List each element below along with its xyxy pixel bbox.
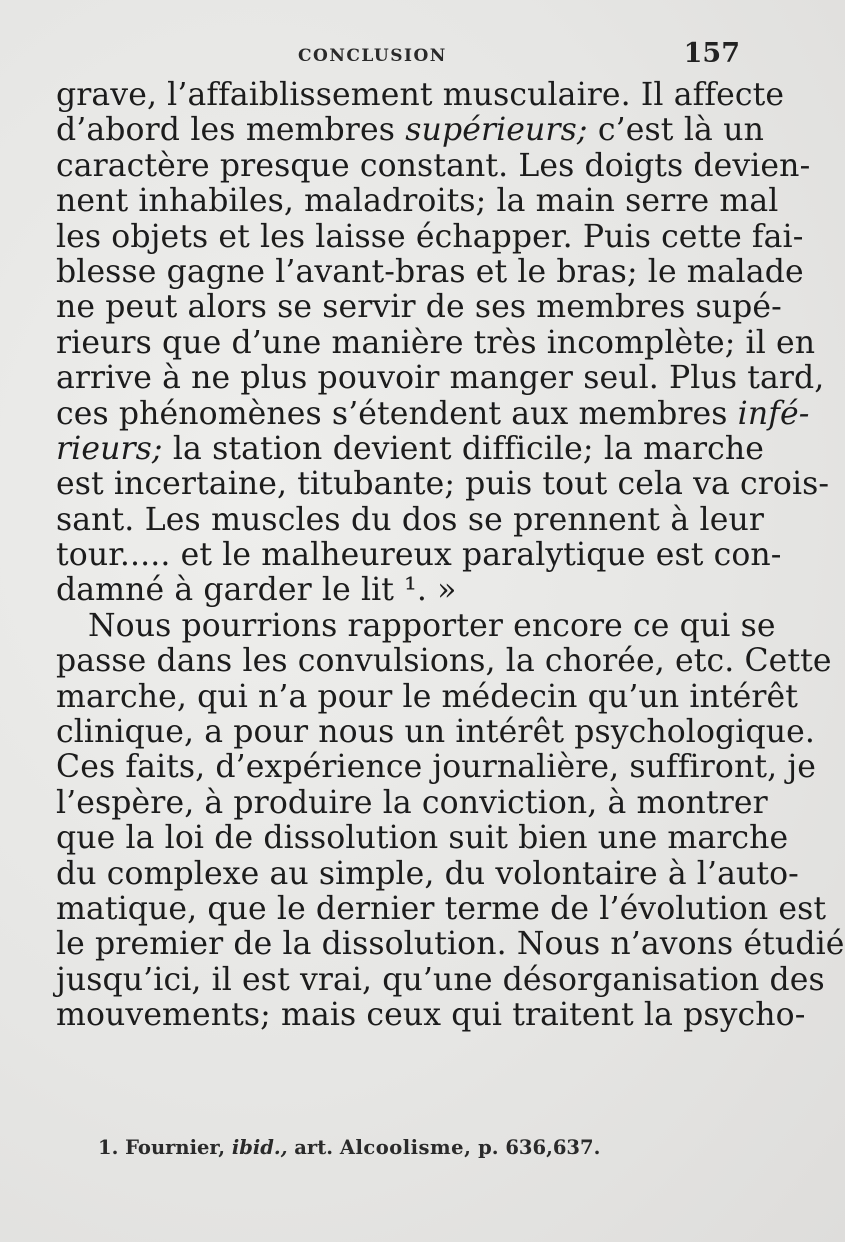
text-line: clinique, a pour nous un intérêt psychologique. xyxy=(56,714,815,751)
footnote-number: 1. xyxy=(98,1136,119,1159)
text-line: grave, l’affaiblissement musculaire. Il affecte xyxy=(56,77,785,113)
text-line: rieurs que d’une manière très incomplète; il en xyxy=(56,324,816,361)
running-head xyxy=(60,38,740,74)
footnote-pages: p. 636,637. xyxy=(478,1136,601,1159)
text-line: arrive à ne plus pouvoir manger seul. Plus tard, xyxy=(56,360,825,397)
text-line: nent inhabiles, maladroits; la main serre mal xyxy=(56,183,779,220)
text-line: caractère presque constant. Les doigts devien- xyxy=(56,147,811,184)
text-line: mouvements; mais ceux qui traitent la psycho- xyxy=(56,997,806,1034)
text-line: l’espère, à produire la conviction, à montrer xyxy=(56,784,768,821)
text-line: passe dans les convulsions, la chorée, etc. Cette xyxy=(56,643,832,680)
footnote-ibid: ibid., xyxy=(231,1136,288,1159)
text-line: du complexe au simple, du volontaire à l’auto- xyxy=(56,855,799,892)
text-line: d’abord les membres supérieurs; c’est là un xyxy=(56,112,764,149)
text-line: Ces faits, d’expérience journalière, suffiront, je xyxy=(56,749,816,786)
text-line: sant. Les muscles du dos se prennent à leur xyxy=(56,501,764,538)
chapter-title: CONCLUSION xyxy=(298,46,447,66)
text-line: ne peut alors se servir de ses membres supé- xyxy=(56,289,782,326)
text-line: le premier de la dissolution. Nous n’avons étudié xyxy=(56,926,845,963)
text-line: Nous pourrions rapporter encore ce qui se xyxy=(88,607,776,644)
text-line: matique, que le dernier terme de l’évolution est xyxy=(56,890,827,927)
footnote xyxy=(98,1136,600,1159)
text-line: que la loi de dissolution suit bien une marche xyxy=(56,820,789,857)
footnote-entry: Alcoolisme, xyxy=(339,1136,472,1159)
text-line: damné à garder le lit ¹. » xyxy=(56,572,457,609)
text-line: les objets et les laisse échapper. Puis cette fai- xyxy=(56,218,804,255)
text-line: rieurs; la station devient difficile; la marche xyxy=(56,430,764,467)
body-text xyxy=(56,77,845,1034)
text-line: jusqu’ici, il est vrai, qu’une désorganisation des xyxy=(56,961,825,998)
text-line: tour..... et le malheureux paralytique est con- xyxy=(56,537,782,574)
text-line: blesse gagne l’avant-bras et le bras; le malade xyxy=(56,253,804,290)
footnote-art: art. xyxy=(294,1136,334,1159)
text-line: ces phénomènes s’étendent aux membres infé- xyxy=(56,395,810,432)
text-line: marche, qui n’a pour le médecin qu’un intérêt xyxy=(56,678,799,715)
text-line: est incertaine, titubante; puis tout cela va crois- xyxy=(56,466,830,503)
footnote-author: Fournier, xyxy=(125,1136,226,1159)
page-number: 157 xyxy=(683,38,740,69)
